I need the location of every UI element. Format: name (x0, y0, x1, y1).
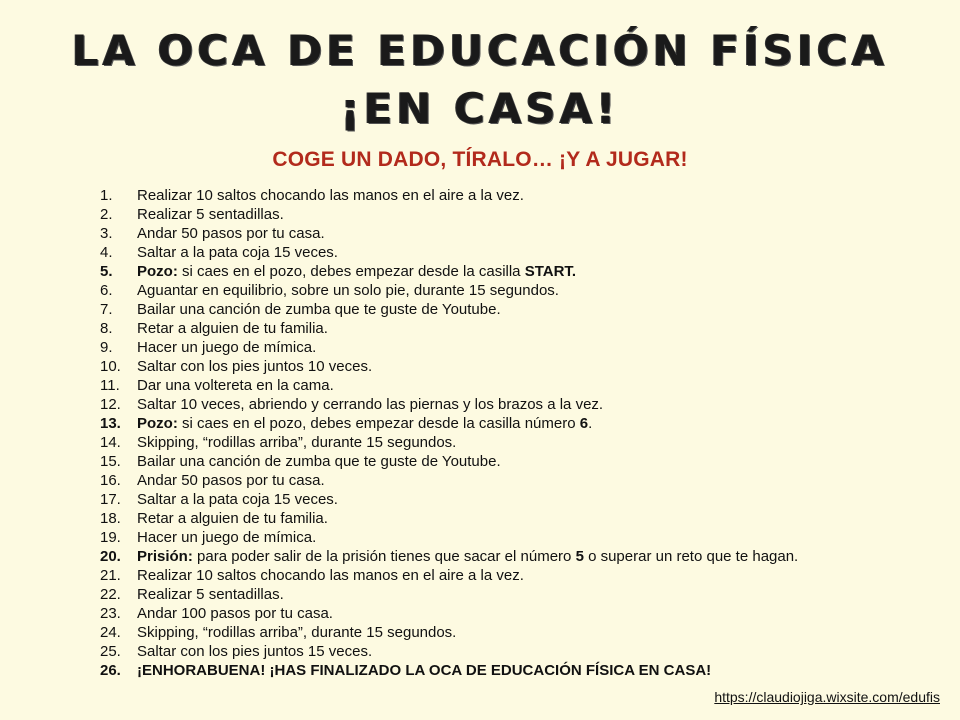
rule-item (100, 509, 920, 528)
rule-item (100, 243, 920, 262)
rule-text-bold: START. (524, 263, 577, 280)
rule-number: 25. (100, 643, 121, 660)
footer-link[interactable]: https://claudiojiga.wixsite.com/edufis (714, 689, 940, 705)
rule-text-part: Realizar 5 sentadillas. (137, 206, 284, 223)
rule-text-part: Realizar 10 saltos chocando las manos en el aire a la vez. (137, 187, 524, 204)
rule-text-part: Andar 100 pasos por tu casa. (137, 605, 333, 622)
rule-text (137, 528, 316, 547)
rule-item (100, 414, 920, 433)
rule-item (100, 281, 920, 300)
rule-text-part: Realizar 5 sentadillas. (137, 586, 284, 603)
rule-text (137, 243, 338, 262)
rule-text-part: Dar una voltereta en la cama. (137, 377, 334, 394)
rule-text-part: Hacer un juego de mímica. (137, 339, 317, 356)
rule-item (100, 300, 920, 319)
rule-number: 18. (100, 510, 121, 527)
rule-text (137, 224, 325, 243)
rule-text-part: Retar a alguien de tu familia. (137, 320, 328, 337)
rule-item (100, 585, 920, 604)
rule-text-part: Saltar a la pata coja 15 veces. (137, 491, 338, 508)
rule-item (100, 395, 920, 414)
rule-number: 10. (100, 358, 121, 375)
rule-item (100, 433, 920, 452)
rule-item (100, 566, 920, 585)
rule-text-part: Aguantar en equilibrio, sobre un solo pie, durante 15 segundos. (137, 282, 559, 299)
rule-number: 12. (100, 396, 121, 413)
rule-number: 23. (100, 605, 121, 622)
rule-number: 20. (100, 548, 121, 565)
rule-text-part: Andar 50 pasos por tu casa. (137, 472, 325, 489)
rule-text (137, 395, 603, 414)
rule-number: 17. (100, 491, 121, 508)
rule-text (137, 186, 524, 205)
rule-text (137, 452, 501, 471)
rule-number: 21. (100, 567, 121, 584)
rule-item (100, 319, 920, 338)
rule-number: 11. (100, 377, 120, 394)
rule-text-part: Saltar con los pies juntos 10 veces. (137, 358, 373, 375)
rule-text (137, 623, 456, 642)
rule-item (100, 376, 920, 395)
rule-text-part: si caes en el pozo, debes empezar desde la casilla número (177, 415, 580, 432)
rule-number: 26. (100, 662, 121, 679)
rule-text-bold: Pozo: (137, 415, 178, 432)
rule-text (137, 509, 328, 528)
rule-text (137, 547, 798, 566)
rule-text-bold: 5 (575, 548, 584, 565)
rule-number: 9. (100, 339, 113, 356)
rule-number: 14. (100, 434, 121, 451)
rule-text (137, 300, 501, 319)
rule-text (137, 281, 559, 300)
rule-item (100, 338, 920, 357)
rule-item (100, 262, 920, 281)
rule-text (137, 414, 592, 433)
rule-number: 7. (100, 301, 113, 318)
page-title (0, 22, 960, 138)
rule-number: 3. (100, 225, 113, 242)
rule-number: 19. (100, 529, 121, 546)
rule-text-part: si caes en el pozo, debes empezar desde la casilla (177, 263, 525, 280)
rule-item (100, 547, 920, 566)
rule-text (137, 471, 325, 490)
rule-text (137, 262, 576, 281)
rule-text (137, 357, 372, 376)
rule-number: 22. (100, 586, 121, 603)
rule-item (100, 471, 920, 490)
rule-text-bold: 6 (579, 415, 589, 432)
rule-text-part: Retar a alguien de tu familia. (137, 510, 328, 527)
title-line-1: LA OCA DE EDUCACIÓN FÍSICA (71, 26, 889, 75)
title-line-2: ¡EN CASA! (340, 84, 620, 133)
rule-text-part: Andar 50 pasos por tu casa. (137, 225, 325, 242)
rule-item (100, 604, 920, 623)
rule-number: 13. (100, 415, 121, 432)
rule-number: 16. (100, 472, 121, 489)
rule-text (137, 585, 284, 604)
rule-number: 24. (100, 624, 121, 641)
rule-item (100, 490, 920, 509)
rule-text-part: Skipping, “rodillas arriba”, durante 15 segundos. (137, 434, 457, 451)
rule-number: 5. (100, 263, 113, 280)
rule-text (137, 490, 338, 509)
rule-text (137, 604, 333, 623)
rule-number: 1. (100, 187, 113, 204)
rule-item (100, 186, 920, 205)
rule-text (137, 205, 284, 224)
rule-text-part: para poder salir de la prisión tienes que sacar el número (192, 548, 576, 565)
rule-text-bold: ¡ENHORABUENA! ¡HAS FINALIZADO LA OCA DE EDUCACIÓN FÍSICA EN CASA! (137, 662, 712, 679)
rule-item (100, 642, 920, 661)
rule-item (100, 452, 920, 471)
rule-text-bold: Prisión: (137, 548, 193, 565)
rule-text-part: o superar un reto que te hagan. (583, 548, 799, 565)
rule-text-part: Saltar a la pata coja 15 veces. (137, 244, 338, 261)
rule-text (137, 376, 334, 395)
rule-text-part: Saltar 10 veces, abriendo y cerrando las piernas y los brazos a la vez. (137, 396, 604, 413)
rule-text-bold: Pozo: (137, 263, 178, 280)
rule-text (137, 566, 524, 585)
rule-text (137, 433, 456, 452)
rule-number: 8. (100, 320, 113, 337)
rule-item (100, 528, 920, 547)
rule-text (137, 661, 711, 680)
subtitle: COGE UN DADO, TÍRALO… ¡Y A JUGAR! (272, 148, 688, 171)
rule-item (100, 224, 920, 243)
rule-text-part: Bailar una canción de zumba que te guste de Youtube. (137, 301, 501, 318)
rule-text-part: Realizar 10 saltos chocando las manos en el aire a la vez. (137, 567, 524, 584)
rule-text-part: Skipping, “rodillas arriba”, durante 15 segundos. (137, 624, 457, 641)
rule-number: 2. (100, 206, 113, 223)
rule-item (100, 661, 920, 680)
rule-text-part: Bailar una canción de zumba que te guste de Youtube. (137, 453, 501, 470)
rule-number: 15. (100, 453, 121, 470)
rule-text (137, 642, 372, 661)
rule-item (100, 205, 920, 224)
rule-text (137, 338, 316, 357)
rule-number: 6. (100, 282, 113, 299)
rule-text-part: . (588, 415, 593, 432)
rule-text-part: Hacer un juego de mímica. (137, 529, 317, 546)
rules-list (100, 186, 920, 680)
rule-item (100, 623, 920, 642)
rule-text (137, 319, 328, 338)
rule-number: 4. (100, 244, 113, 261)
rule-item (100, 357, 920, 376)
rule-text-part: Saltar con los pies juntos 15 veces. (137, 643, 373, 660)
